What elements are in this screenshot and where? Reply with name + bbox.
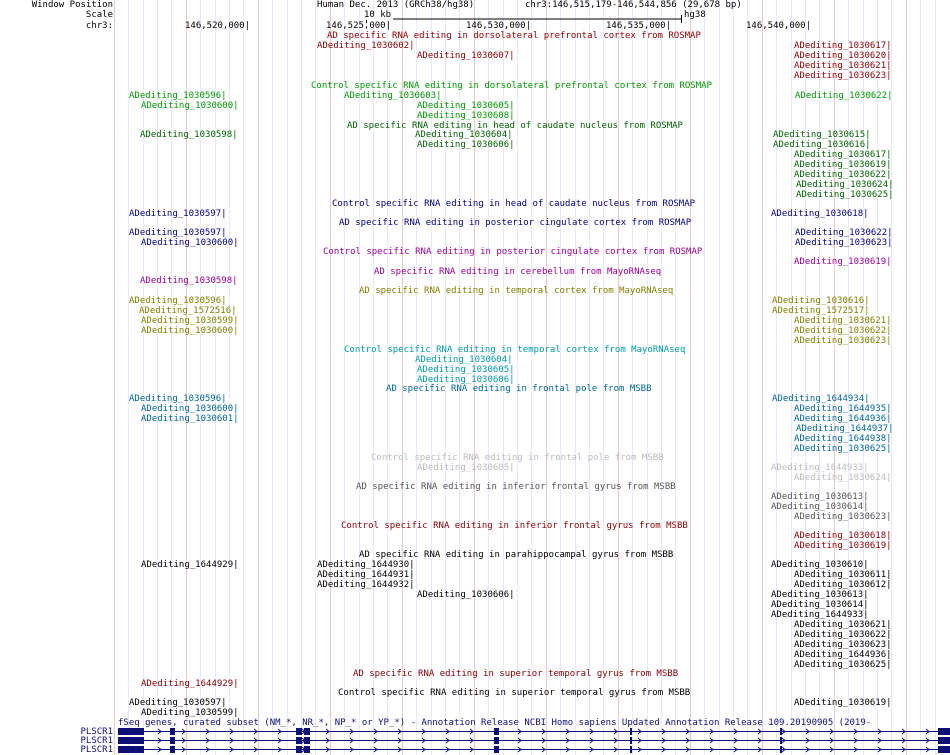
gridline [603,0,604,755]
track-item[interactable]: ADediting_1030602| [317,41,415,51]
gridline [675,0,676,755]
track-item[interactable]: ADediting_1572516| [139,306,237,316]
track-item[interactable]: ADediting_1030597| [129,698,227,708]
track-item[interactable]: ADediting_1030618| [794,531,892,541]
exon [780,746,782,753]
track-item[interactable]: ADediting_1030596| [129,91,227,101]
exon [938,737,950,744]
track-item[interactable]: ADediting_1030619| [794,698,892,708]
track-item[interactable]: ADediting_1030606| [417,140,515,150]
exon [118,737,144,744]
gridline [171,0,172,755]
gridline [243,0,244,755]
track-title[interactable]: AD specific RNA editing in dorsolateral prefrontal cortex from ROSMAP [327,31,701,41]
ruler-tick-label: 146,530,000| [466,21,532,31]
exon [296,737,302,744]
track-item[interactable]: ADediting_1030622| [794,326,892,336]
exon [630,737,632,744]
gridline [402,0,403,755]
track-item[interactable]: ADediting_1644937| [796,424,894,434]
track-item[interactable]: ADediting_1030604| [415,130,513,140]
gridline [531,0,532,755]
gene-label[interactable]: PLSCR1 [80,727,113,737]
track-item[interactable]: ADediting_1030613| [771,492,869,502]
track-item[interactable]: ADediting_1030625| [794,660,892,670]
track-item[interactable]: ADediting_1030597| [129,228,227,238]
track-item[interactable]: ADediting_1030615| [773,130,871,140]
track-title[interactable]: AD specific RNA editing in frontal pole from MSBB [386,384,652,394]
gridline [589,0,590,755]
track-title[interactable]: AD specific RNA editing in head of caudate nucleus from ROSMAP [347,121,683,131]
exon [296,746,302,753]
track-item[interactable]: ADediting_1644929| [141,560,239,570]
gridline [287,0,288,755]
gridline [690,0,691,755]
track-item[interactable]: ADediting_1030622| [794,630,892,640]
track-item[interactable]: ADediting_1030605| [417,101,515,111]
track-item[interactable]: ADediting_1030616| [772,296,870,306]
exon [630,746,632,753]
gridline [157,0,158,755]
ruler-tick-label: 146,540,000| [746,21,812,31]
gridline [301,0,302,755]
gridline [143,0,144,755]
gridline [920,0,921,755]
gridline [330,0,331,755]
gridline [776,0,777,755]
gridline [272,0,273,755]
track-item[interactable]: ADediting_1644930| [317,560,415,570]
ruler-tick-label: 146,520,000| [185,21,251,31]
gene-track[interactable] [0,718,950,755]
track-item[interactable]: ADediting_1030625| [796,190,894,200]
track-item[interactable]: ADediting_1030622| [795,228,893,238]
track-item[interactable]: ADediting_1030623| [794,512,892,522]
gridline [647,0,648,755]
track-item[interactable]: ADediting_1030601| [141,414,239,424]
gridline [762,0,763,755]
gridline [632,0,633,755]
gridline [517,0,518,755]
ruler-tick-label: 146,525,000| [326,21,392,31]
exon [938,746,950,753]
track-title[interactable]: AD specific RNA editing in posterior cingulate cortex from ROSMAP [339,218,692,228]
gridline [128,0,129,755]
exon [170,728,175,735]
gridline [200,0,201,755]
track-item[interactable]: ADediting_1644935| [794,404,892,414]
gridline [215,0,216,755]
exon [630,728,632,735]
track-item[interactable]: ADediting_1030607| [417,51,515,61]
track-item[interactable]: ADediting_1030610| [771,560,869,570]
track-item[interactable]: ADediting_1030612| [794,580,892,590]
gridline [906,0,907,755]
track-item[interactable]: ADediting_1030597| [129,209,227,219]
ruler-tick-label: 146,535,000| [606,21,672,31]
track-item[interactable]: ADediting_1030598| [140,130,238,140]
gridline [575,0,576,755]
track-item[interactable]: ADediting_1644933| [771,610,869,620]
gene-label[interactable]: PLSCR1 [80,736,113,746]
exon [170,737,175,744]
track-title[interactable]: AD specific RNA editing in temporal cortex from MayoRNAseq [359,286,674,296]
window-position-label: Window Position [31,0,113,10]
exon [118,746,144,753]
track-item[interactable]: ADediting_1030603| [344,91,442,101]
track-item[interactable]: ADediting_1030623| [794,71,892,81]
track-item[interactable]: ADediting_1030600| [141,404,239,414]
gridline [229,0,230,755]
track-item[interactable]: ADediting_1030621| [794,316,892,326]
track-item[interactable]: ADediting_1030624| [794,473,892,483]
gridline [935,0,936,755]
track-item[interactable]: ADediting_1030617| [794,41,892,51]
track-item[interactable]: ADediting_1030596| [129,296,227,306]
exon [170,746,175,753]
gridline [560,0,561,755]
track-item[interactable]: ADediting_1030604| [415,355,513,365]
gridline [733,0,734,755]
track-item[interactable]: ADediting_1030606| [417,590,515,600]
exon [938,728,950,735]
gene-model[interactable] [118,727,950,736]
track-item[interactable]: ADediting_1030624| [796,180,894,190]
exon [780,737,782,744]
assembly-name: Human Dec. 2013 (GRCh38/hg38) [317,0,475,10]
track-item[interactable]: ADediting_1030620| [794,51,892,61]
track-item[interactable]: ADediting_1030600| [141,326,239,336]
gridline [186,0,187,755]
track-item[interactable]: ADediting_1030598| [140,276,238,286]
track-item[interactable]: ADediting_1644931| [317,570,415,580]
track-item[interactable]: ADediting_1030619| [794,160,892,170]
gridline [719,0,720,755]
track-title[interactable]: AD specific RNA editing in cerebellum from MayoRNAseq [374,267,662,277]
track-title[interactable]: AD specific RNA editing in inferior frontal gyrus from MSBB [356,482,676,492]
track-item[interactable]: ADediting_1644936| [794,414,892,424]
track-item[interactable]: ADediting_1030611| [794,570,892,580]
exon [780,728,782,735]
track-item[interactable]: ADediting_1644934| [772,394,870,404]
track-title[interactable]: Control specific RNA editing in temporal cortex from MayoRNAseq [344,345,686,355]
track-title[interactable]: Control specific RNA editing in inferior frontal gyrus from MSBB [341,521,688,531]
track-item[interactable]: ADediting_1030596| [129,394,227,404]
track-title[interactable]: AD specific RNA editing in parahippocampal gyrus from MSBB [359,550,674,560]
track-title[interactable]: Control specific RNA editing in dorsolateral prefrontal cortex from ROSMAP [311,81,712,91]
track-item[interactable]: ADediting_1644938| [794,434,892,444]
gridline [387,0,388,755]
track-title[interactable]: Control specific RNA editing in head of caudate nucleus from ROSMAP [332,199,696,209]
gene-label[interactable]: PLSCR1 [80,745,113,755]
track-item[interactable]: ADediting_1030599| [141,708,239,718]
track-item[interactable]: ADediting_1030608| [417,111,515,121]
track-item[interactable]: ADediting_1030623| [794,336,892,346]
exon [118,728,144,735]
gene-track-title[interactable]: fSeq genes, curated subset (NM_*, NR_*, NP_* or YP_*) - Annotation Release NCBI Homo sapiens Updated Annotation Release 109.20190905 (2019- [118,718,872,728]
exon [296,728,302,735]
track-item[interactable]: ADediting_1030605| [417,365,515,375]
track-item[interactable]: ADediting_1030619| [794,257,892,267]
track-item[interactable]: ADediting_1030605| [417,463,515,473]
gridline [546,0,547,755]
track-item[interactable]: ADediting_1030614| [771,502,869,512]
track-item[interactable]: ADediting_1030622| [794,170,892,180]
track-item[interactable]: ADediting_1030616| [773,140,871,150]
scale-db: hg38 [684,10,706,20]
track-item[interactable]: ADediting_1030614| [771,600,869,610]
gridline [114,0,115,755]
track-item[interactable]: ADediting_1030622| [795,91,893,101]
gridline [704,0,705,755]
track-item[interactable]: ADediting_1644932| [317,580,415,590]
position-readout[interactable]: chr3:146,515,179-146,544,856 (29,678 bp) [525,0,742,10]
track-title[interactable]: Control specific RNA editing in superior temporal gyrus from MSBB [338,688,691,698]
track-item[interactable]: ADediting_1644936| [794,650,892,660]
track-title[interactable]: Control specific RNA editing in posterior cingulate cortex from ROSMAP [323,247,703,257]
track-title[interactable]: Control specific RNA editing in frontal pole from MSBB [371,453,664,463]
track-title[interactable]: AD specific RNA editing in superior temporal gyrus from MSBB [353,669,679,679]
chrom-label: chr3: [85,21,113,31]
gridline [344,0,345,755]
gene-model[interactable] [118,736,950,745]
track-item[interactable]: ADediting_1030600| [141,238,239,248]
track-item[interactable]: ADediting_1030623| [795,238,893,248]
track-item[interactable]: ADediting_1030617| [794,150,892,160]
track-item[interactable]: ADediting_1572517| [772,306,870,316]
track-item[interactable]: ADediting_1030599| [141,316,239,326]
track-item[interactable]: ADediting_1030623| [794,640,892,650]
gridline [258,0,259,755]
track-item[interactable]: ADediting_1030619| [794,541,892,551]
gridline [661,0,662,755]
track-item[interactable]: ADediting_1030600| [141,101,239,111]
gene-model[interactable] [118,745,950,754]
gridline [373,0,374,755]
track-item[interactable]: ADediting_1644933| [771,463,869,473]
track-item[interactable]: ADediting_1030606| [417,375,515,385]
track-item[interactable]: ADediting_1030613| [771,590,869,600]
track-item[interactable]: ADediting_1030621| [794,620,892,630]
track-item[interactable]: ADediting_1644929| [141,679,239,689]
gridline [618,0,619,755]
track-item[interactable]: ADediting_1030618| [771,209,869,219]
gridline [791,0,792,755]
track-item[interactable]: ADediting_1030621| [794,61,892,71]
scale-text: 10 kb [364,10,392,20]
scale-label: Scale [85,10,113,20]
track-item[interactable]: ADediting_1030625| [794,444,892,454]
gridline [315,0,316,755]
gridline [359,0,360,755]
gridline [747,0,748,755]
